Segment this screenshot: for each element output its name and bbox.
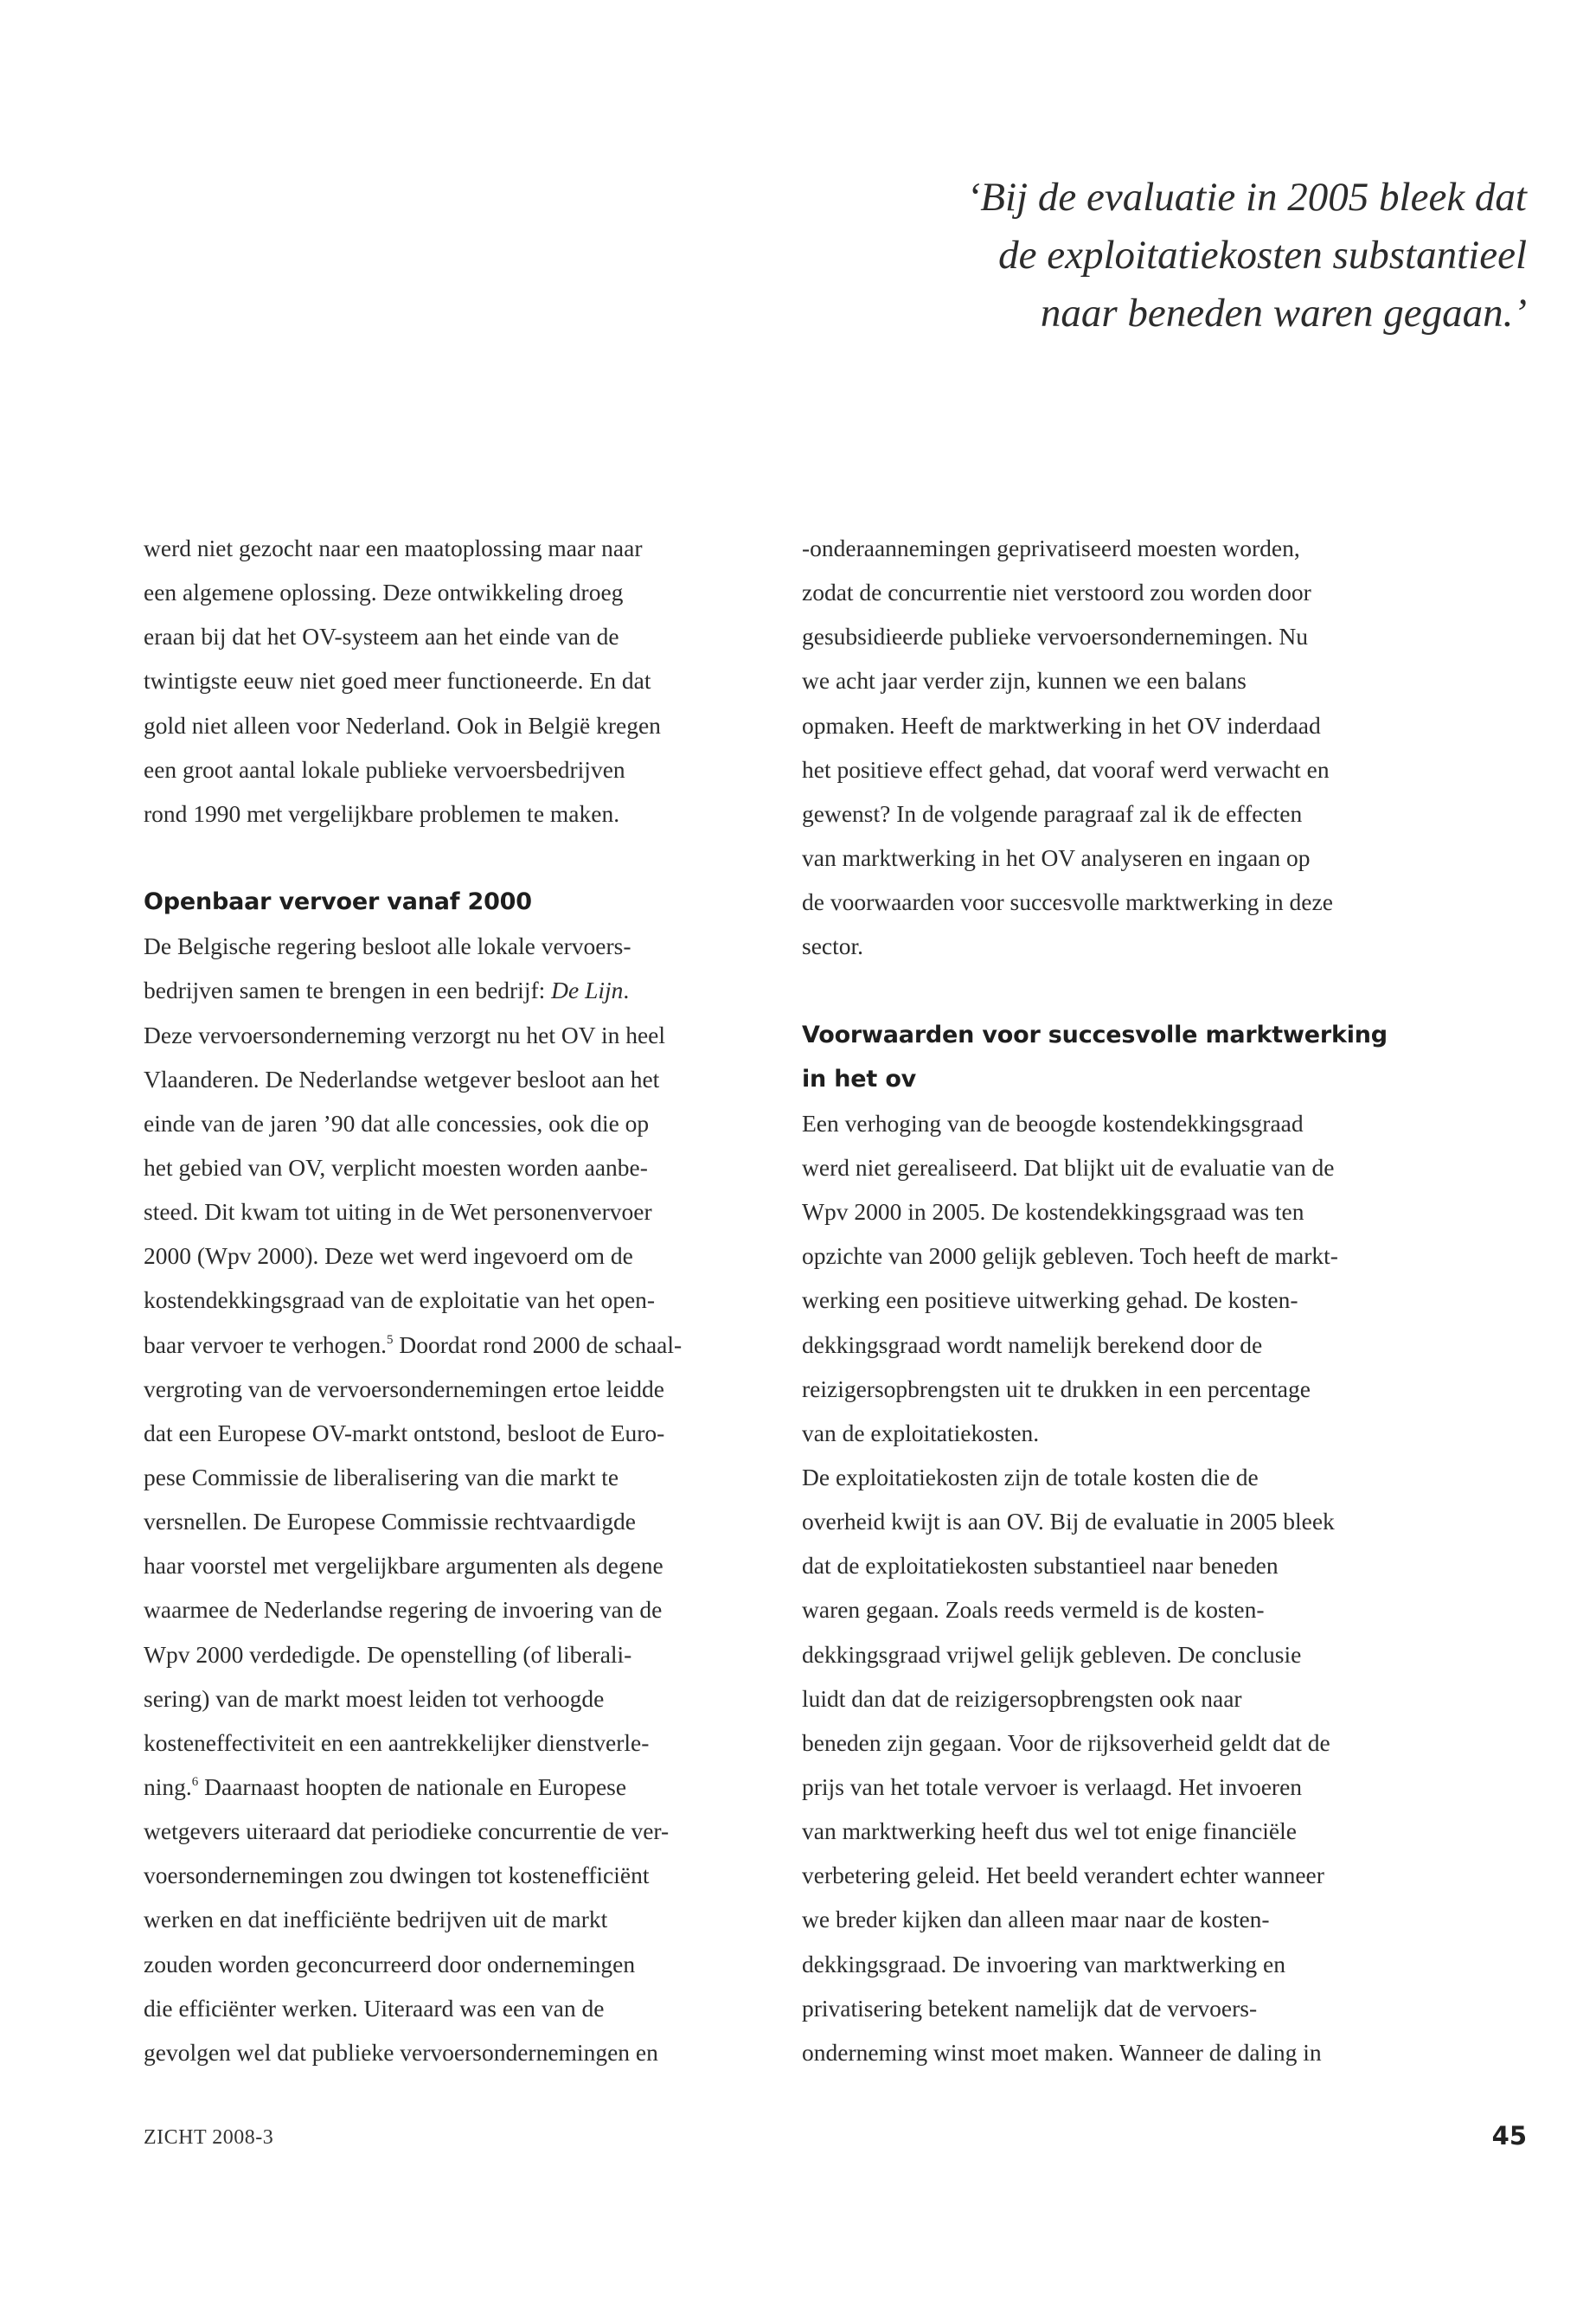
text-line: onderneming winst moet maken. Wanneer de daling in [802, 2038, 1322, 2066]
pull-quote-line: ‘Bij de evaluatie in 2005 bleek dat [966, 175, 1527, 220]
text-line: voersondernemingen zou dwingen tot kostenefficiënt [144, 1862, 650, 1889]
text-line: opzichte van 2000 gelijk gebleven. Toch heeft de markt- [802, 1242, 1338, 1270]
text-line: einde van de jaren ’90 dat alle concessies, ook die op [144, 1109, 650, 1137]
text-line: twintigste eeuw niet goed meer functioneerde. En dat [144, 667, 651, 695]
text-line: De Belgische regering besloot alle lokale vervoers- [144, 933, 631, 960]
text-line: eraan bij dat het OV-systeem aan het einde van de [144, 623, 619, 651]
text-line: vergroting van de vervoersondernemingen ertoe leidde [144, 1375, 664, 1402]
text-line: gevolgen wel dat publieke vervoersondernemingen en [144, 2038, 658, 2066]
text-line: zouden worden geconcurreerd door ondernemingen [144, 1950, 636, 1977]
text-line: Deze vervoersonderneming verzorgt nu het OV in heel [144, 1021, 666, 1048]
text-line: van de exploitatiekosten. [802, 1419, 1040, 1446]
text-line: sector. [802, 933, 864, 960]
text-line: het positieve effect gehad, dat vooraf werd verwacht en [802, 755, 1330, 783]
text-line: die efficiënter werken. Uiteraard was een van de [144, 1994, 605, 2022]
text-line: De exploitatiekosten zijn de totale kosten die de [802, 1463, 1259, 1490]
text-line: zodat de concurrentie niet verstoord zou worden door [802, 579, 1311, 606]
text-fragment: . [623, 977, 630, 1004]
text-line: steed. Dit kwam tot uiting in de Wet personenvervoer [144, 1198, 652, 1226]
text-line-footnote-5 [144, 1323, 742, 1367]
text-line: dekkingsgraad wordt namelijk berekend door de [802, 1330, 1263, 1358]
right-column [802, 526, 1401, 2074]
text-line: Wpv 2000 verdedigde. De openstelling (of liberali- [144, 1640, 632, 1668]
text-fragment: bedrijven samen te brengen in een bedrijf: [144, 977, 552, 1004]
text-line: kosteneffectiviteit en een aantrekkelijker dienstverle- [144, 1728, 650, 1756]
organisation-name-italic: De Lijn [551, 977, 624, 1004]
text-line: een groot aantal lokale publieke vervoersbedrijven [144, 755, 625, 783]
paragraph-gap [144, 836, 742, 880]
text-line: opmaken. Heeft de marktwerking in het OV inderdaad [802, 711, 1321, 739]
text-line: werd niet gerealiseerd. Dat blijkt uit de evaluatie van de [802, 1153, 1335, 1181]
footnote-marker: 5 [386, 1332, 394, 1347]
text-line: dekkingsgraad. De invoering van marktwerking en [802, 1950, 1285, 1977]
page-number: 45 [1491, 2121, 1527, 2150]
text-line: werking een positieve uitwerking gehad. De kosten- [802, 1286, 1298, 1314]
text-line: gewenst? In de volgende paragraaf zal ik de effecten [802, 799, 1303, 827]
text-line: van marktwerking in het OV analyseren en ingaan op [802, 843, 1311, 871]
text-line: waren gegaan. Zoals reeds vermeld is de kosten- [802, 1596, 1265, 1624]
text-line: waarmee de Nederlandse regering de invoering van de [144, 1596, 663, 1624]
pull-quote-line: naar beneden waren gegaan.’ [1040, 291, 1527, 336]
text-line: 2000 (Wpv 2000). Deze wet werd ingevoerd om de [144, 1242, 633, 1270]
text-fragment: Daarnaast hoopten de nationale en Europese [198, 1772, 627, 1800]
pull-quote-line: de exploitatiekosten substantieel [998, 233, 1527, 278]
text-line: van marktwerking heeft dus wel tot enige financiële [802, 1817, 1297, 1845]
text-fragment: Doordat rond 2000 de schaal- [393, 1330, 683, 1358]
section-heading-voorwaarden: Voorwaarden voor succesvolle marktwerking [802, 1021, 1388, 1048]
text-line: we acht jaar verder zijn, kunnen we een balans [802, 667, 1247, 695]
text-line: luidt dan dat de reizigersopbrengsten ook naar [802, 1684, 1242, 1712]
text-line: dat een Europese OV-markt ontstond, besloot de Euro- [144, 1419, 665, 1446]
text-line: privatisering betekent namelijk dat de vervoers- [802, 1994, 1258, 2022]
text-line: haar voorstel met vergelijkbare argumenten als degene [144, 1552, 663, 1580]
text-fragment: baar vervoer te verhogen. [144, 1330, 387, 1358]
text-line: Wpv 2000 in 2005. De kostendekkingsgraad was ten [802, 1198, 1304, 1226]
text-fragment: ning. [144, 1772, 192, 1800]
text-line: dekkingsgraad vrijwel gelijk gebleven. De conclusie [802, 1640, 1302, 1668]
text-line: versnellen. De Europese Commissie rechtvaardigde [144, 1508, 636, 1535]
section-heading-voorwaarden-cont: in het ov [802, 1065, 917, 1093]
text-line: sering) van de markt moest leiden tot verhoogde [144, 1684, 605, 1712]
footnote-marker: 6 [191, 1774, 199, 1789]
text-line: wetgevers uiteraard dat periodieke concurrentie de ver- [144, 1817, 670, 1845]
paragraph-gap [802, 968, 1401, 1012]
section-heading-openbaar-vervoer: Openbaar vervoer vanaf 2000 [144, 888, 532, 916]
pull-quote [817, 169, 1527, 343]
text-line: gesubsidieerde publieke vervoersondernemingen. Nu [802, 623, 1308, 651]
text-line: beneden zijn gegaan. Voor de rijksoverheid geldt dat de [802, 1728, 1330, 1756]
text-line-footnote-6 [144, 1765, 742, 1809]
text-line: pese Commissie de liberalisering van die markt te [144, 1463, 619, 1490]
text-line: verbetering geleid. Het beeld verandert echter wanneer [802, 1862, 1324, 1889]
text-line: gold niet alleen voor Nederland. Ook in België kregen [144, 711, 661, 739]
journal-issue: ZICHT 2008-3 [144, 2126, 274, 2149]
text-line: dat de exploitatiekosten substantieel naar beneden [802, 1552, 1279, 1580]
text-line: Een verhoging van de beoogde kostendekkingsgraad [802, 1109, 1304, 1137]
text-line: kostendekkingsgraad van de exploitatie van het open- [144, 1286, 656, 1314]
text-line: een algemene oplossing. Deze ontwikkeling droeg [144, 579, 624, 606]
text-line: overheid kwijt is aan OV. Bij de evaluatie in 2005 bleek [802, 1508, 1335, 1535]
text-line: we breder kijken dan alleen maar naar de kosten- [802, 1906, 1270, 1933]
text-line: de voorwaarden voor succesvolle marktwerking in deze [802, 888, 1333, 916]
text-line: werken en dat inefficiënte bedrijven uit de markt [144, 1906, 608, 1933]
text-line: reizigersopbrengsten uit te drukken in een percentage [802, 1375, 1311, 1402]
text-line: -onderaannemingen geprivatiseerd moesten worden, [802, 535, 1300, 561]
text-line: Vlaanderen. De Nederlandse wetgever besloot aan het [144, 1065, 660, 1093]
text-line: prijs van het totale vervoer is verlaagd. Het invoeren [802, 1772, 1303, 1800]
text-line: werd niet gezocht naar een maatoplossing maar naar [144, 535, 643, 561]
text-line-de-lijn [144, 968, 742, 1012]
text-line: rond 1990 met vergelijkbare problemen te maken. [144, 799, 620, 827]
text-line: het gebied van OV, verplicht moesten worden aanbe- [144, 1153, 648, 1181]
left-column [144, 526, 742, 2074]
